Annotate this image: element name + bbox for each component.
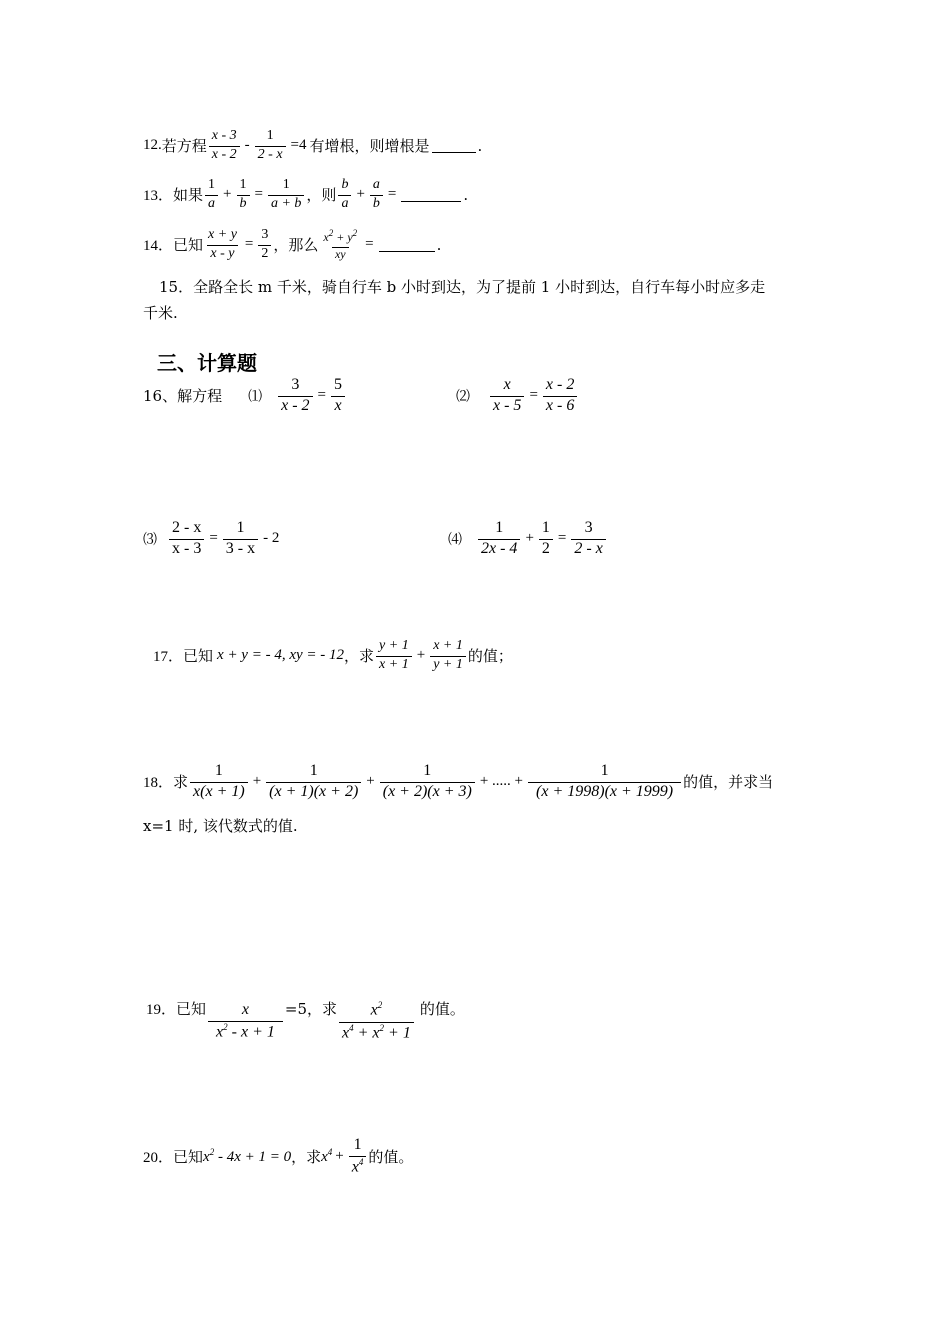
fraction: $\frac{x + 1}{y + 1}$	[430, 638, 466, 673]
fraction: $\frac{1}{x(x + 1)}$	[190, 762, 248, 802]
question-number: 20．	[143, 1150, 174, 1167]
fraction: $\frac{2 - x}{x - 3}$	[169, 519, 204, 559]
condition: x + y = - 4, xy = - 12	[217, 647, 345, 664]
fraction: $\frac{y + 1}{x + 1}$	[376, 638, 412, 673]
question-number: 13．	[143, 188, 174, 205]
part-index: ⑷	[448, 532, 462, 548]
fraction: $\frac{1}{a + b}$	[268, 177, 304, 212]
fraction: $\frac{x^2 + y^2}{xy}$	[323, 227, 358, 261]
question-15-line2	[143, 302, 178, 323]
fraction: $\frac{1}{(x + 1998)(x + 1999)}$	[528, 762, 681, 802]
question-text: 15．全路全长 m 千米，骑自行车 b 小时到达，为了提前 1 小时到达，自行车每小时应多走	[159, 278, 766, 296]
fraction: $\frac{3}{2}$	[258, 227, 271, 262]
question-text: x=1 时, 该代数式的值.	[143, 817, 298, 835]
fraction: $\frac{x - 2}{x - 6}$	[543, 376, 577, 416]
fraction: $\frac{1}{(x + 2)(x + 3)}$	[380, 762, 475, 802]
question-number: 14．	[143, 238, 174, 255]
question-text: 求	[173, 773, 189, 792]
fraction: $\frac{1}{x^4}$	[349, 1136, 367, 1177]
question-text: 如果	[173, 186, 204, 205]
part-index: ⑵	[456, 389, 470, 405]
question-17: 17． 已知 x + y = - 4, xy = - 12 ，求 $\frac{y + 1}{x + 1}$ + $\frac{x + 1}{y + 1}$ 的值；	[153, 638, 513, 673]
fraction: $\frac{1}{2 - x}$	[255, 128, 286, 163]
fraction: $\frac{1}{(x + 1)(x + 2)}$	[266, 762, 361, 802]
fraction: $\frac{x + y}{x - y}$	[208, 227, 237, 262]
part-index: ⑴	[248, 389, 263, 405]
fraction: $\frac{1}{a}$	[205, 177, 218, 212]
expression: $x^4$	[321, 1147, 333, 1166]
fraction: $\frac{x}{x - 5}$	[490, 376, 524, 416]
fraction: $\frac{1}{b}$	[237, 177, 250, 212]
fraction: $\frac{x}{x^2 - x + 1}$	[208, 1001, 283, 1042]
answer-blank[interactable]	[379, 237, 435, 252]
fraction: $\frac{1}{3 - x}$	[223, 519, 258, 559]
fraction: $\frac{3}{x - 2}$	[278, 376, 312, 416]
question-number: 18．	[143, 775, 174, 792]
question-text: 已知	[173, 1148, 204, 1167]
question-number: 19．	[146, 1001, 177, 1018]
fraction: $\frac{x^2}{x^4 + x^2 + 1}$	[339, 1000, 414, 1042]
question-18-line2	[143, 815, 298, 836]
part-index: ⑶	[143, 532, 157, 548]
question-13: 13． 如果 $\frac{1}{a}$ + $\frac{1}{b}$ = $\frac{1}{a + b}$ ，则 $\frac{b}{a}$ + $\frac{a}{b}$ = .	[143, 177, 469, 212]
fraction: $\frac{1}{2x - 4}$	[478, 519, 520, 559]
fraction: $\frac{b}{a}$	[338, 177, 351, 212]
question-19: 19． 已知 $\frac{x}{x^2 - x + 1}$ =5，求 $\frac{x^2}{x^4 + x^2 + 1}$ 的值。	[146, 999, 465, 1042]
question-16-part3: ⑶ $\frac{2 - x}{x - 3}$ = $\frac{1}{3 - x}$ - 2	[143, 519, 280, 558]
question-text: 有增根，则增根是	[309, 137, 430, 156]
question-text: 已知	[183, 647, 214, 666]
answer-blank[interactable]	[401, 187, 461, 202]
equation: $x^2 - 4x + 1 = 0$	[203, 1147, 292, 1166]
question-text: 已知	[176, 999, 207, 1018]
question-16-part2: ⑵ $\frac{x}{x - 5}$ = $\frac{x - 2}{x - 6}$	[456, 376, 579, 416]
question-16-row1: 16、解方程 ⑴ $\frac{3}{x - 2}$ = $\frac{5}{x}$	[143, 376, 347, 416]
fraction: $\frac{x - 3}{x - 2}$	[209, 128, 240, 163]
question-15-line1	[159, 276, 765, 297]
question-18: 18． 求 $\frac{1}{x(x + 1)}$ + $\frac{1}{(x + 1)(x + 2)}$ + $\frac{1}{(x + 2)(x + 3)}$ + ..... + $\frac{1}{(x + 1998)(x + 1999)}$ 的值，并求当	[143, 762, 774, 801]
question-14: 14． 已知 $\frac{x + y}{x - y}$ = $\frac{3}{2}$ ，那么 $\frac{x^2 + y^2}{xy}$ = .	[143, 227, 442, 262]
answer-blank[interactable]	[432, 138, 476, 153]
fraction: $\frac{1}{2}$	[539, 519, 553, 559]
question-label: 16、解方程	[143, 387, 223, 406]
question-12: 12. 若方程 $\frac{x - 3}{x - 2}$ - $\frac{1}{2 - x}$ =4 有增根，则增根是 .	[143, 128, 483, 163]
section-heading: 三、计算题	[157, 351, 257, 375]
question-number: 12.	[143, 137, 162, 154]
fraction: $\frac{a}{b}$	[370, 177, 383, 212]
question-text: 已知	[173, 236, 204, 255]
question-number: 17．	[153, 649, 184, 666]
fraction: $\frac{3}{2 - x}$	[571, 519, 605, 559]
question-text: 若方程	[161, 137, 207, 156]
question-text: 千米.	[143, 304, 178, 322]
question-20: 20． 已知 $x^2 - 4x + 1 = 0$ ，求 $x^4$ + $\frac{1}{x^4}$ 的值。	[143, 1136, 414, 1176]
question-16-part4: ⑷ $\frac{1}{2x - 4}$ + $\frac{1}{2}$ = $\frac{3}{2 - x}$	[448, 519, 608, 559]
fraction: $\frac{5}{x}$	[331, 376, 345, 416]
